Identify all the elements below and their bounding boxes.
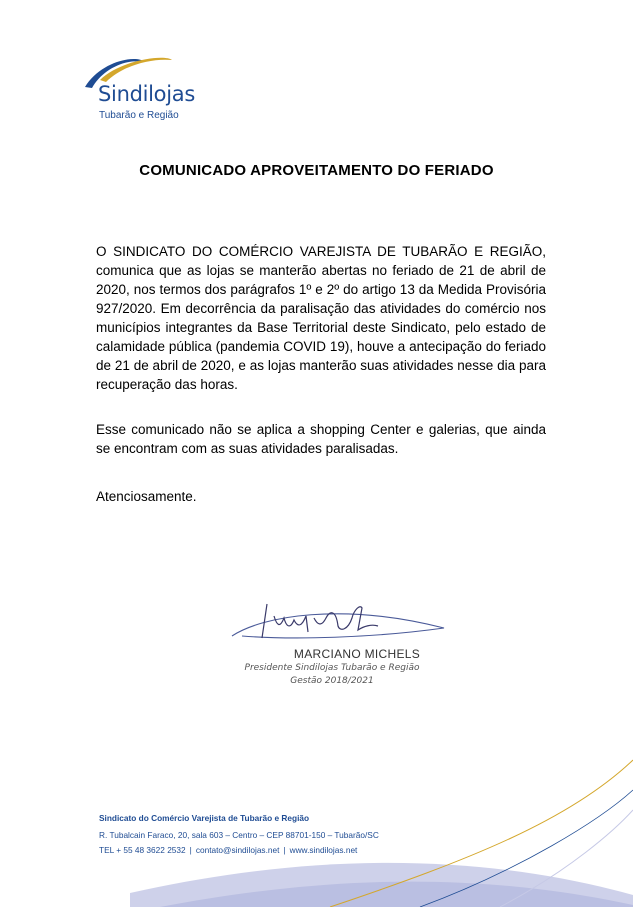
logo-subtitle: Tubarão e Região [99, 110, 179, 121]
signatory-term: Gestão 2018/2021 [290, 676, 374, 686]
closing-salutation: Atenciosamente. [96, 489, 197, 504]
logo-name: Sindilojas [98, 82, 195, 106]
body-paragraph-1: O SINDICATO DO COMÉRCIO VAREJISTA DE TUBARÃO E REGIÃO, comunica que as lojas se manterão abertas no feriado de 21 de abril de 2020, nos termos dos parágrafos 1º e 2º do artigo 13 da Medida Provisória 927/2020. Em decorrência da paralisação das atividades do comércio nos municípios integrantes da Base Territorial deste Sindicato, pelo estado de calamidade pública (pandemia COVID 19), houve a antecipação do feriado de 21 de abril de 2020, e as lojas manterão suas atividades nesse dia para recuperação das horas. [96, 244, 546, 392]
sindilojas-logo [80, 52, 220, 132]
handwritten-signature [222, 596, 452, 651]
signatory-role: Presidente Sindilojas Tubarão e Região [244, 663, 420, 673]
footer-address: R. Tubalcain Faraco, 20, sala 603 – Centro – CEP 88701-150 – Tubarão/SC [99, 830, 379, 840]
body-paragraph-2: Esse comunicado não se aplica a shopping Center e galerias, que ainda se encontram com as suas atividades paralisadas. [96, 422, 546, 456]
footer-website-link[interactable]: www.sindilojas.net [289, 845, 358, 855]
footer-phone: TEL + 55 48 3622 2532 [99, 845, 186, 855]
signatory-name: MARCIANO MICHELS [293, 647, 421, 661]
footer-email-link[interactable]: contato@sindilojas.net [195, 845, 280, 855]
page-title: COMUNICADO APROVEITAMENTO DO FERIADO [139, 162, 494, 179]
footer-organization: Sindicato do Comércio Varejista de Tubarão e Região [99, 813, 310, 823]
footer-contacts [99, 845, 379, 855]
footer-separator: | [283, 845, 286, 855]
footer [99, 813, 379, 860]
footer-separator: | [189, 845, 192, 855]
